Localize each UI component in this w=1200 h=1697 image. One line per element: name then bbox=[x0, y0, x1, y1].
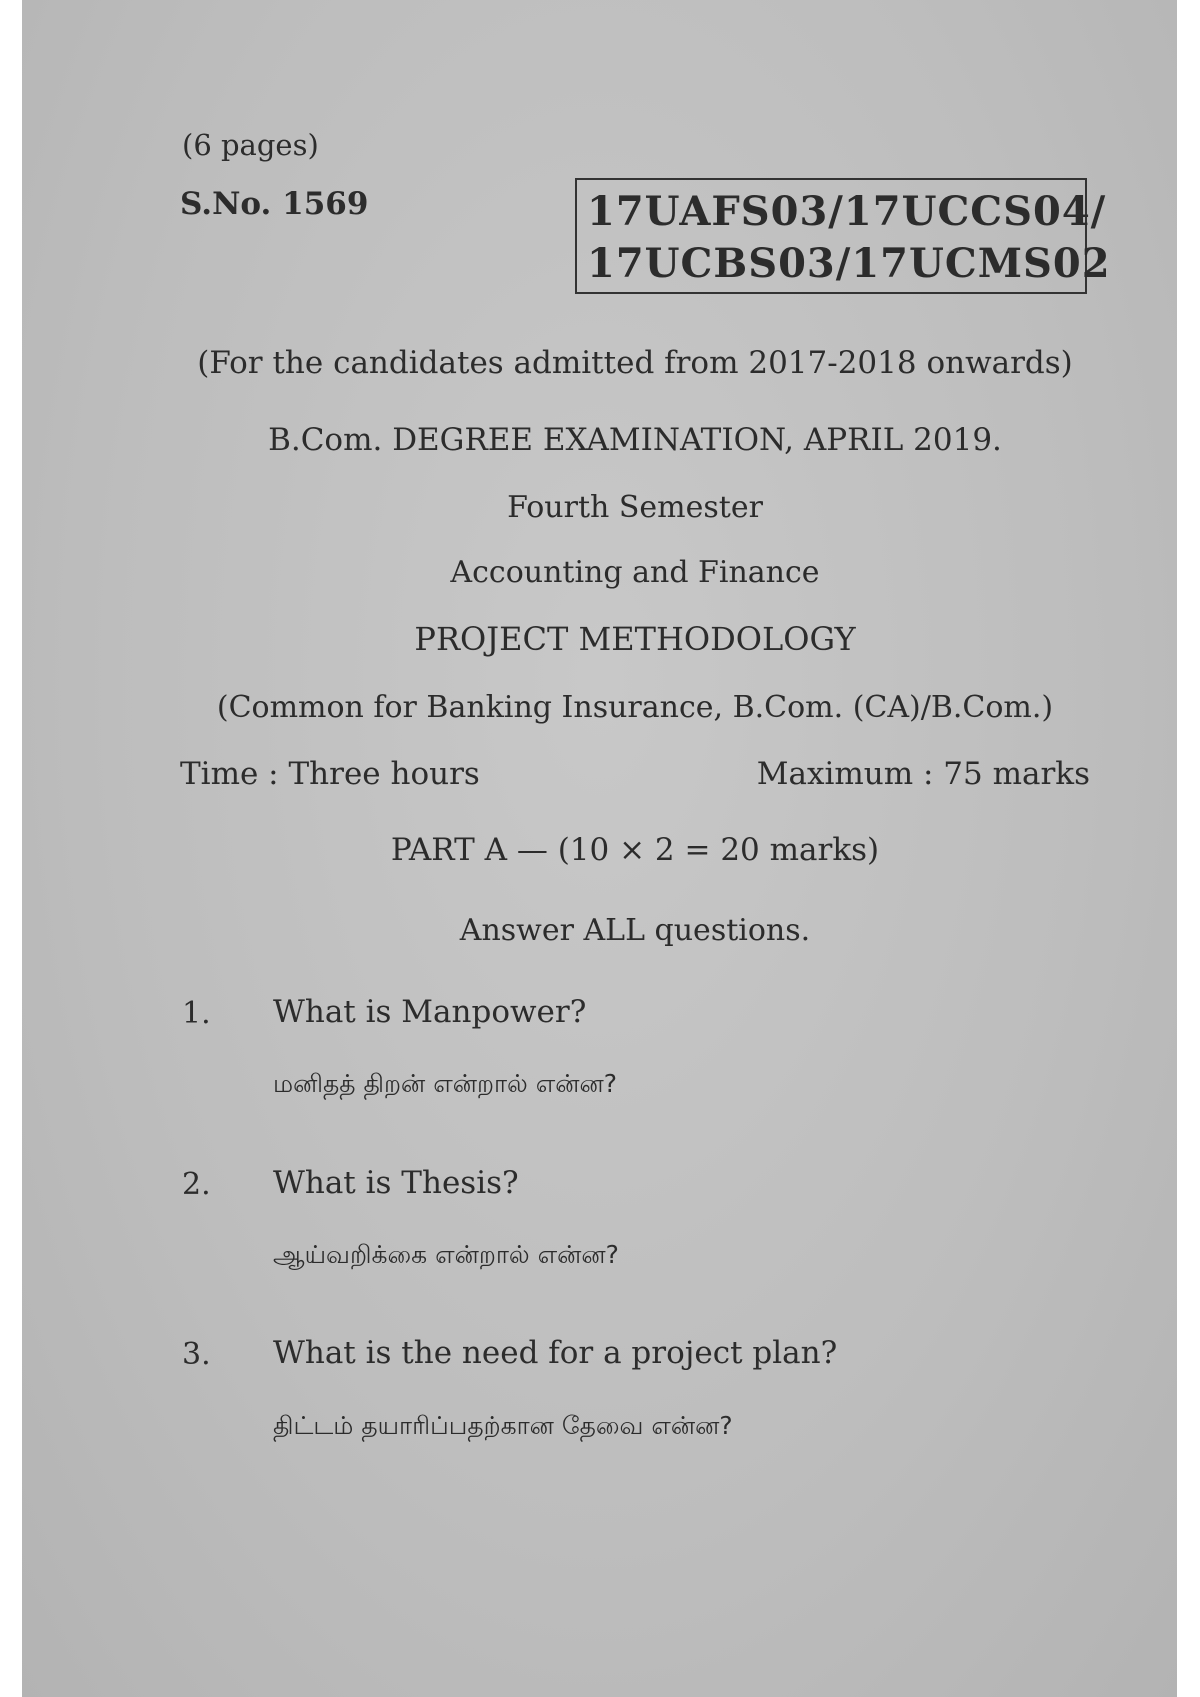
question-english: What is Manpower? bbox=[273, 994, 587, 1030]
pages-note: (6 pages) bbox=[182, 128, 319, 162]
common-note: (Common for Banking Insurance, B.Com. (CA)/B.Com.) bbox=[216, 690, 1054, 725]
question-english: What is Thesis? bbox=[273, 1165, 519, 1201]
time-allowed: Time : Three hours bbox=[180, 756, 480, 792]
exam-title: B.Com. DEGREE EXAMINATION, APRIL 2019. bbox=[268, 422, 1002, 458]
part-a-instruction: Answer ALL questions. bbox=[459, 913, 811, 948]
question-tamil: திட்டம் தயாரிப்பதற்கான தேவை என்ன? bbox=[273, 1411, 733, 1440]
semester: Fourth Semester bbox=[507, 490, 763, 525]
maximum-marks: Maximum : 75 marks bbox=[756, 756, 1090, 792]
part-a-heading: PART A — (10 × 2 = 20 marks) bbox=[390, 832, 880, 868]
serial-number: S.No. 1569 bbox=[180, 186, 369, 222]
question-tamil: மனிதத் திறன் என்றால் என்ன? bbox=[273, 1069, 618, 1098]
page-edge bbox=[1177, 0, 1200, 1697]
paper-title: PROJECT METHODOLOGY bbox=[414, 620, 856, 658]
question-tamil: ஆய்வறிக்கை என்றால் என்ன? bbox=[273, 1240, 619, 1269]
course-code-line: 17UAFS03/17UCCS04/ bbox=[587, 188, 1107, 235]
question-english: What is the need for a project plan? bbox=[273, 1335, 838, 1371]
admission-note: (For the candidates admitted from 2017-2018 onwards) bbox=[197, 345, 1073, 381]
question-number: 2. bbox=[182, 1167, 211, 1202]
question-number: 1. bbox=[182, 996, 211, 1031]
subject: Accounting and Finance bbox=[450, 555, 820, 590]
course-code-line: 17UCBS03/17UCMS02 bbox=[587, 240, 1111, 287]
course-code-box bbox=[575, 178, 1111, 294]
question-number: 3. bbox=[182, 1337, 211, 1372]
